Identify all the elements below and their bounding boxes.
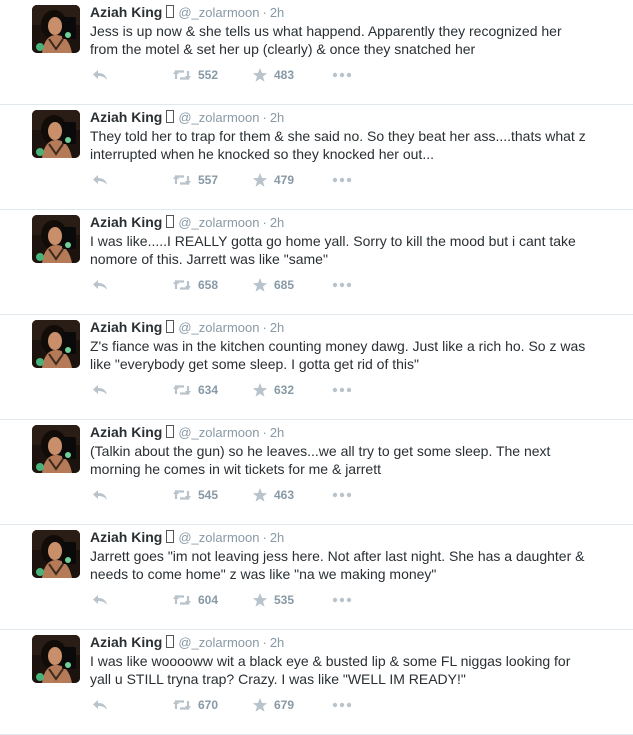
tweet[interactable]: [0, 0, 633, 105]
more-options-button[interactable]: [332, 486, 352, 504]
tweet-timestamp[interactable]: 2h: [269, 320, 285, 335]
more-dots-icon: [332, 597, 352, 603]
separator-dot: ·: [262, 635, 267, 650]
avatar[interactable]: [32, 5, 80, 53]
favorite-button[interactable]: [252, 276, 294, 294]
avatar[interactable]: [32, 530, 80, 578]
more-options-button[interactable]: [332, 591, 352, 609]
favorite-count[interactable]: 483: [274, 68, 295, 82]
favorite-count[interactable]: 535: [274, 593, 295, 607]
retweet-count[interactable]: 658: [198, 278, 219, 292]
tweet-text: Jarrett goes "im not leaving jess here. Not after last night. She has a daughter & needs to come home" z was like "na we making money": [90, 548, 585, 582]
retweet-count[interactable]: 557: [198, 173, 219, 187]
author-handle[interactable]: @_zolarmoon: [178, 215, 260, 230]
author-name[interactable]: Aziah King: [90, 529, 163, 545]
avatar-photo-icon: [32, 5, 80, 53]
more-options-button[interactable]: [332, 381, 352, 399]
reply-button[interactable]: [92, 171, 108, 189]
avatar[interactable]: [32, 110, 80, 158]
avatar-photo-icon: [32, 320, 80, 368]
reply-arrow-icon: [92, 173, 108, 187]
tweet[interactable]: [0, 105, 633, 210]
tweet-actions: [92, 66, 392, 84]
avatar[interactable]: [32, 215, 80, 263]
retweet-icon: [172, 278, 192, 292]
more-options-button[interactable]: [332, 696, 352, 714]
tweet-timestamp[interactable]: 2h: [269, 530, 285, 545]
more-options-button[interactable]: [332, 171, 352, 189]
author-handle[interactable]: @_zolarmoon: [178, 530, 260, 545]
star-icon: [252, 487, 268, 503]
favorite-count[interactable]: 685: [274, 278, 295, 292]
author-name[interactable]: Aziah King: [90, 634, 163, 650]
tweet-timestamp[interactable]: 2h: [269, 110, 285, 125]
retweet-count[interactable]: 604: [198, 593, 219, 607]
emoji-placeholder-icon: [166, 530, 174, 543]
retweet-icon: [172, 593, 192, 607]
more-dots-icon: [332, 387, 352, 393]
tweet-text: (Talkin about the gun) so he leaves...we all try to get some sleep. The next morning he comes in wit tickets for me & jarrett: [90, 443, 551, 477]
tweet-header: [90, 528, 284, 546]
favorite-button[interactable]: [252, 591, 294, 609]
tweet[interactable]: [0, 420, 633, 525]
tweet-actions: [92, 276, 392, 294]
reply-arrow-icon: [92, 698, 108, 712]
tweet-text: I was like.....I REALLY gotta go home yall. Sorry to kill the mood but i cant take nomore of this. Jarrett was like "same": [90, 233, 576, 267]
more-options-button[interactable]: [332, 276, 352, 294]
reply-arrow-icon: [92, 278, 108, 292]
more-options-button[interactable]: [332, 66, 352, 84]
tweet[interactable]: [0, 315, 633, 420]
tweet-actions: [92, 171, 392, 189]
emoji-placeholder-icon: [166, 215, 174, 228]
more-dots-icon: [332, 282, 352, 288]
separator-dot: ·: [262, 5, 267, 20]
avatar-photo-icon: [32, 530, 80, 578]
more-dots-icon: [332, 177, 352, 183]
separator-dot: ·: [262, 530, 267, 545]
tweet-header: [90, 318, 284, 336]
star-icon: [252, 277, 268, 293]
author-handle[interactable]: @_zolarmoon: [178, 320, 260, 335]
star-icon: [252, 172, 268, 188]
retweet-icon: [172, 488, 192, 502]
tweet-header: [90, 3, 284, 21]
favorite-count[interactable]: 632: [274, 383, 295, 397]
star-icon: [252, 592, 268, 608]
tweet-timestamp[interactable]: 2h: [269, 5, 285, 20]
author-handle[interactable]: @_zolarmoon: [178, 110, 260, 125]
favorite-button[interactable]: [252, 381, 294, 399]
tweet-header: [90, 213, 284, 231]
favorite-count[interactable]: 679: [274, 698, 295, 712]
author-name[interactable]: Aziah King: [90, 4, 163, 20]
favorite-button[interactable]: [252, 696, 294, 714]
tweet-text: I was like wooooww wit a black eye & busted lip & some FL niggas looking for yall u STILL tryna trap? Crazy. I was like "WELL IM READY!": [90, 653, 571, 687]
author-name[interactable]: Aziah King: [90, 424, 163, 440]
reply-button[interactable]: [92, 276, 108, 294]
tweet[interactable]: [0, 210, 633, 315]
favorite-button[interactable]: [252, 171, 294, 189]
retweet-icon: [172, 383, 192, 397]
retweet-icon: [172, 68, 192, 82]
author-name[interactable]: Aziah King: [90, 214, 163, 230]
author-handle[interactable]: @_zolarmoon: [178, 425, 260, 440]
retweet-count[interactable]: 552: [198, 68, 219, 82]
more-dots-icon: [332, 72, 352, 78]
avatar-photo-icon: [32, 215, 80, 263]
tweet-text: Jess is up now & she tells us what happend. Apparently they recognized her from the motel & set her up (clearly) & once they snatched her: [90, 23, 562, 57]
tweet-timestamp[interactable]: 2h: [269, 635, 285, 650]
retweet-button[interactable]: [172, 171, 218, 189]
star-icon: [252, 697, 268, 713]
avatar[interactable]: [32, 320, 80, 368]
reply-button[interactable]: [92, 591, 108, 609]
retweet-button[interactable]: [172, 381, 218, 399]
emoji-placeholder-icon: [166, 635, 174, 648]
retweet-icon: [172, 698, 192, 712]
tweet-actions: [92, 381, 392, 399]
author-handle[interactable]: @_zolarmoon: [178, 5, 260, 20]
emoji-placeholder-icon: [166, 110, 174, 123]
tweet-header: [90, 108, 284, 126]
separator-dot: ·: [262, 320, 267, 335]
separator-dot: ·: [262, 215, 267, 230]
tweet-actions: [92, 486, 392, 504]
emoji-placeholder-icon: [166, 320, 174, 333]
favorite-button[interactable]: [252, 486, 294, 504]
tweet-text: They told her to trap for them & she said no. So they beat her ass....thats what z interrupted when he knocked so they knocked her out...: [90, 128, 586, 162]
retweet-button[interactable]: [172, 696, 218, 714]
separator-dot: ·: [262, 425, 267, 440]
tweet-actions: [92, 696, 392, 714]
retweet-button[interactable]: [172, 66, 218, 84]
emoji-placeholder-icon: [166, 425, 174, 438]
tweet-actions: [92, 591, 392, 609]
avatar[interactable]: [32, 635, 80, 683]
favorite-button[interactable]: [252, 66, 294, 84]
retweet-icon: [172, 173, 192, 187]
tweet-text: Z's fiance was in the kitchen counting money dawg. Just like a rich ho. So z was like "everybody get some sleep. I gotta get rid of this": [90, 338, 586, 372]
separator-dot: ·: [262, 110, 267, 125]
reply-arrow-icon: [92, 488, 108, 502]
retweet-count[interactable]: 634: [198, 383, 219, 397]
tweet-header: [90, 423, 284, 441]
reply-arrow-icon: [92, 68, 108, 82]
tweet-timestamp[interactable]: 2h: [269, 425, 285, 440]
tweet[interactable]: [0, 630, 633, 735]
retweet-count[interactable]: 545: [198, 488, 219, 502]
retweet-count[interactable]: 670: [198, 698, 219, 712]
star-icon: [252, 67, 268, 83]
tweet[interactable]: [0, 525, 633, 630]
more-dots-icon: [332, 702, 352, 708]
favorite-count[interactable]: 463: [274, 488, 295, 502]
tweet-timestamp[interactable]: 2h: [269, 215, 285, 230]
author-handle[interactable]: @_zolarmoon: [178, 635, 260, 650]
author-name[interactable]: Aziah King: [90, 109, 163, 125]
more-dots-icon: [332, 492, 352, 498]
reply-arrow-icon: [92, 383, 108, 397]
favorite-count[interactable]: 479: [274, 173, 295, 187]
reply-button[interactable]: [92, 696, 108, 714]
reply-button[interactable]: [92, 66, 108, 84]
retweet-button[interactable]: [172, 591, 218, 609]
author-name[interactable]: Aziah King: [90, 319, 163, 335]
avatar[interactable]: [32, 425, 80, 473]
emoji-placeholder-icon: [166, 5, 174, 18]
reply-button[interactable]: [92, 486, 108, 504]
avatar-photo-icon: [32, 425, 80, 473]
tweet-header: [90, 633, 284, 651]
avatar-photo-icon: [32, 110, 80, 158]
reply-button[interactable]: [92, 381, 108, 399]
star-icon: [252, 382, 268, 398]
retweet-button[interactable]: [172, 276, 218, 294]
reply-arrow-icon: [92, 593, 108, 607]
avatar-photo-icon: [32, 635, 80, 683]
retweet-button[interactable]: [172, 486, 218, 504]
